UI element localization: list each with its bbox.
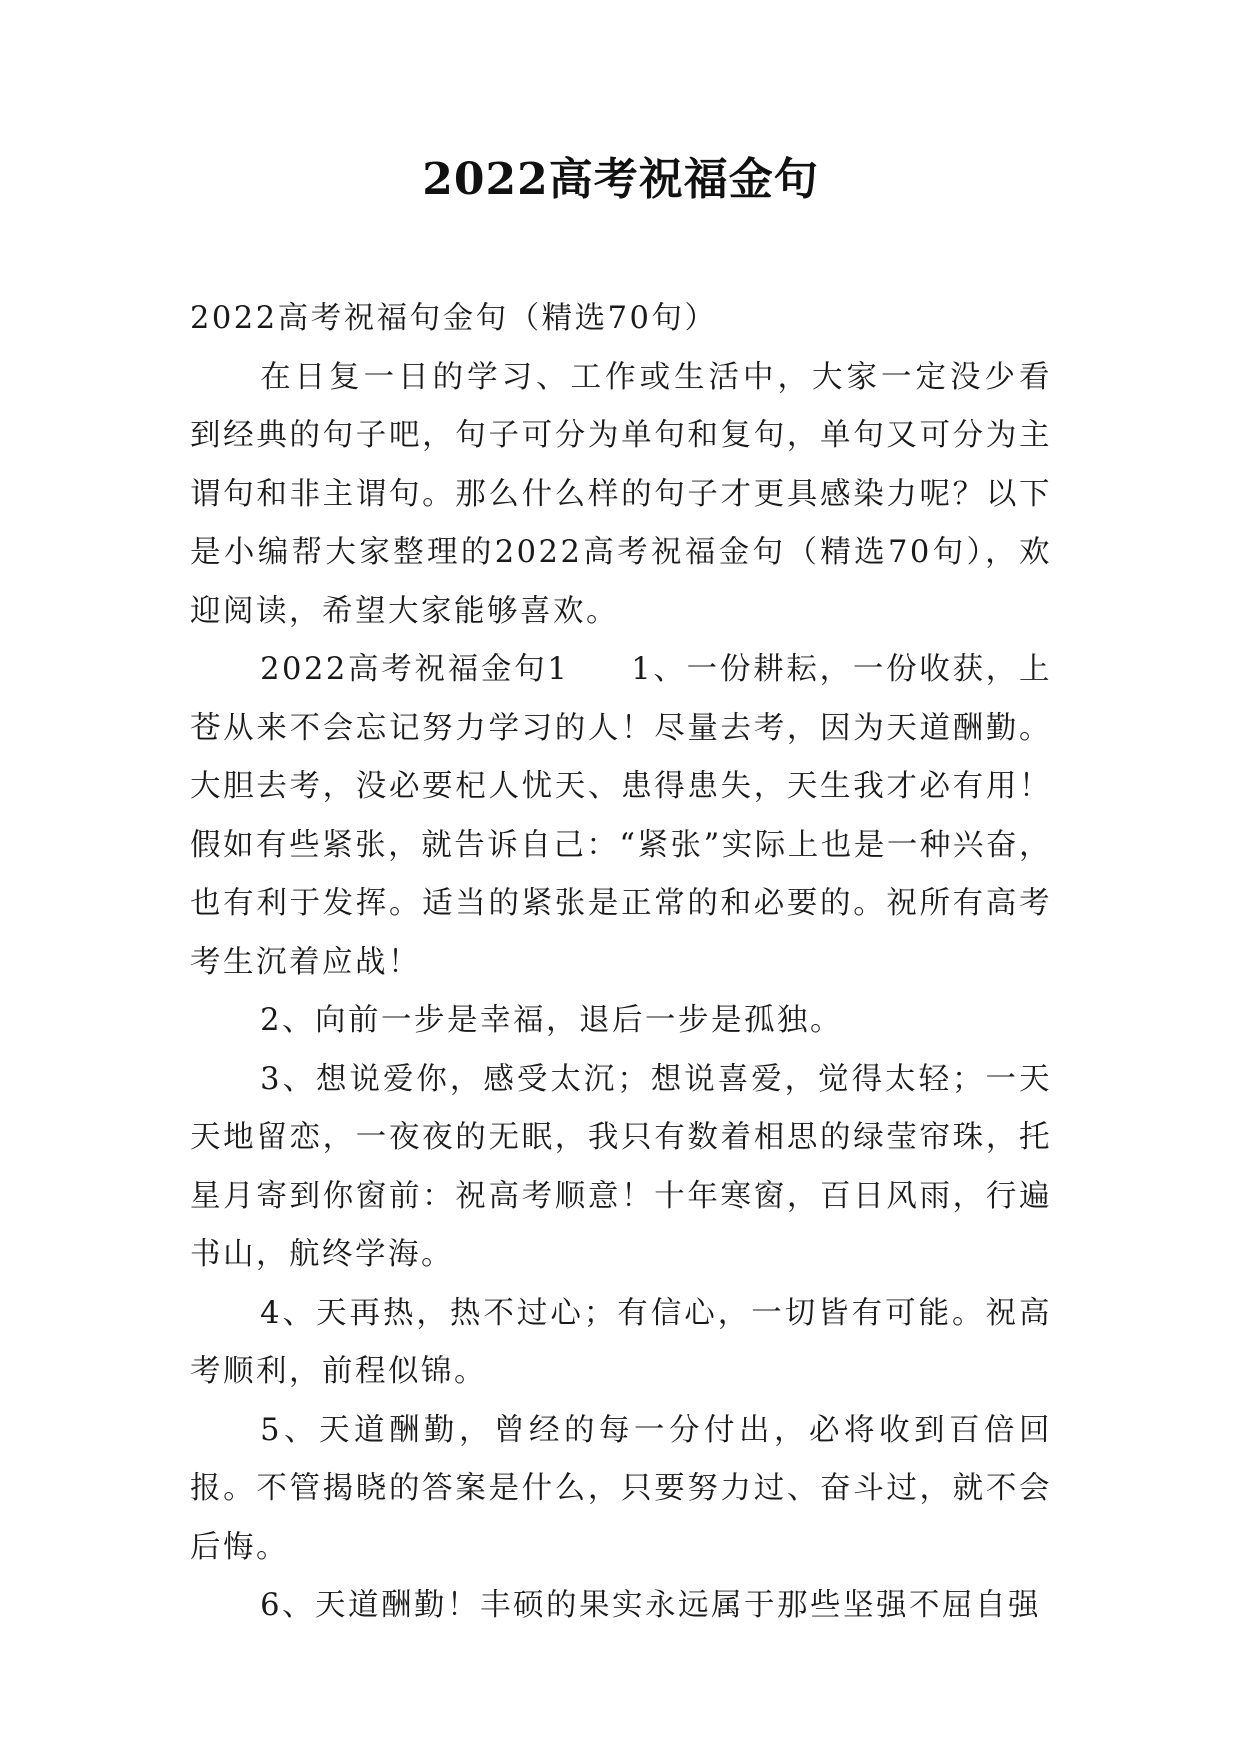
intro-paragraph: 在日复一日的学习、工作或生活中，大家一定没少看到经典的句子吧，句子可分为单句和复句，单句又可分为主谓句和非主谓句。那么什么样的句子才更具感染力呢？以下是小编帮大家整理的2022高考祝福金句（精选70句），欢迎阅读，希望大家能够喜欢。 xyxy=(190,359,1052,629)
list-item: 3、想说爱你，感受太沉；想说喜爱，觉得太轻；一天天地留恋，一夜夜的无眠，我只有数着相思的绿莹帘珠，托星月寄到你窗前：祝高考顺意！十年寒窗，百日风雨，行遍书山，航终学海。 xyxy=(190,1061,1052,1272)
list-item: 5、天道酬勤，曾经的每一分付出，必将收到百倍回报。不管揭晓的答案是什么，只要努力过、奋斗过，就不会后悔。 xyxy=(190,1412,1052,1565)
section-paragraph xyxy=(190,641,1052,992)
list-item: 2、向前一步是幸福，退后一步是孤独。 xyxy=(260,1003,844,1038)
document-subtitle: 2022高考祝福句金句（精选70句） xyxy=(190,301,718,336)
document-body xyxy=(190,290,1052,1636)
list-item: 6、天道酬勤！丰硕的果实永远属于那些坚强不屈自强 xyxy=(260,1588,1042,1623)
document-title: 2022高考祝福金句 xyxy=(422,154,819,205)
list-item: 1、一份耕耘，一份收获，上苍从来不会忘记努力学习的人！尽量去考，因为天道酬勤。大胆去考，没必要杞人忧天、患得患失，天生我才必有用！假如有些紧张，就告诉自己：“紧张”实际上也是一种兴奋，也有利于发挥。适当的紧张是正常的和必要的。祝所有高考考生沉着应战！ xyxy=(190,652,1052,980)
section-heading: 2022高考祝福金句1 xyxy=(260,652,570,687)
list-item: 4、天再热，热不过心；有信心，一切皆有可能。祝高考顺利，前程似锦。 xyxy=(190,1295,1052,1389)
